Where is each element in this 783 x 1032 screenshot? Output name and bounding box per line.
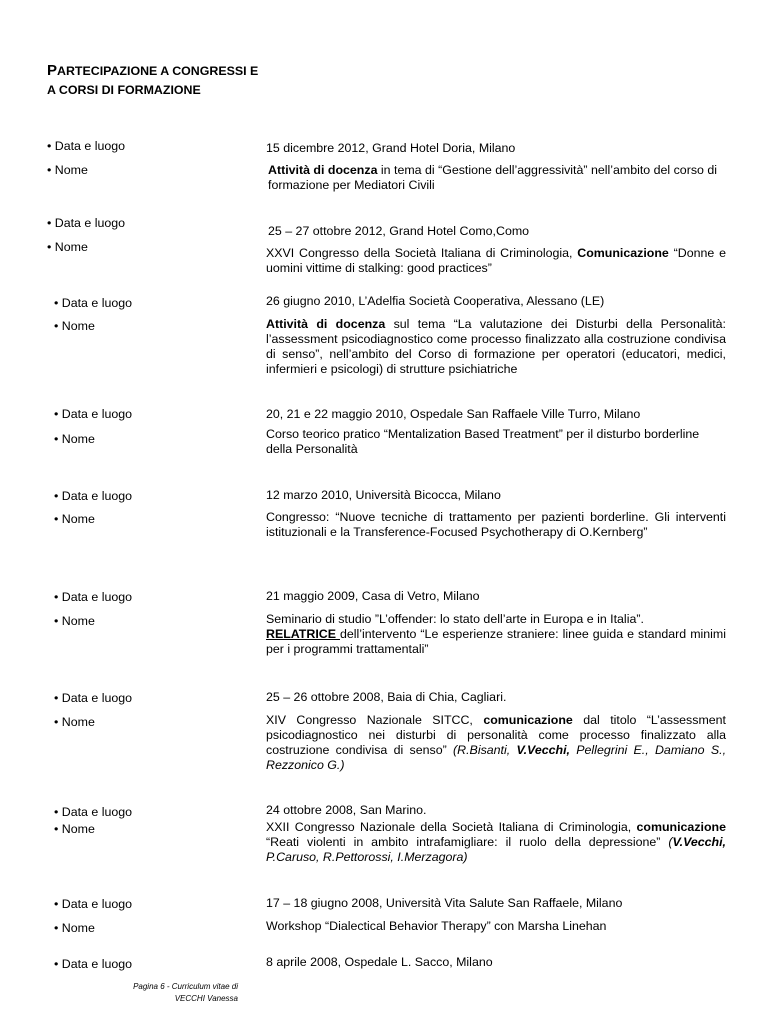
entry-7-authors-b: Pellegrini E., Damiano S., Rezzonico G.) bbox=[266, 743, 727, 772]
entry-3-name bbox=[266, 317, 726, 377]
entry-7-name-text-b: dal titolo “L’assessment psicodiagnostico nei disturbi di personalità come processo finalizzato alla costruzione condivisa di senso” bbox=[266, 713, 726, 757]
date-place-label: • Data e luogo bbox=[54, 691, 133, 705]
entry-6-name-text-b: dell’intervento “Le esperienze straniere: linee guida e standard minimi per i programmi trattamentali” bbox=[266, 627, 726, 656]
entry-7-authors-a: (R.Bisanti, bbox=[453, 743, 517, 757]
entry-8-date: 24 ottobre 2008, San Marino. bbox=[266, 803, 427, 817]
entry-8-name-text-b: “Reati violenti in ambito intrafamigliare: il ruolo della depressione” bbox=[266, 835, 669, 849]
entry-9-date: 17 – 18 giugno 2008, Università Vita Salute San Raffaele, Milano bbox=[266, 896, 623, 910]
name-label: • Nome bbox=[54, 715, 95, 729]
date-place-label: • Data e luogo bbox=[54, 957, 133, 971]
entry-6-date: 21 maggio 2009, Casa di Vetro, Milano bbox=[266, 589, 480, 603]
entry-8-authors-b: P.Caruso, R.Pettorossi, I.Merzagora) bbox=[266, 850, 468, 864]
entry-8-name bbox=[266, 820, 726, 865]
section-title bbox=[47, 61, 267, 100]
section-title-initial: P bbox=[47, 62, 58, 79]
name-label: • Nome bbox=[54, 319, 95, 333]
entry-6-name-text-a: Seminario di studio ”L’offender: lo stato dell’arte in Europa e in Italia”. bbox=[266, 612, 644, 626]
entry-1-date: 15 dicembre 2012, Grand Hotel Doria, Milano bbox=[266, 141, 516, 155]
footer-owner-name: VECCHI Vanessa bbox=[174, 994, 238, 1003]
entry-2-name-text-b: “Donne e uomini vittime di stalking: good practices” bbox=[266, 246, 726, 275]
entry-2-date: 25 – 27 ottobre 2012, Grand Hotel Como,Como bbox=[268, 224, 530, 238]
entry-9-name: Workshop “Dialectical Behavior Therapy” con Marsha Linehan bbox=[266, 919, 607, 933]
entry-8-authors-self: V.Vecchi, bbox=[672, 835, 726, 849]
date-place-label: • Data e luogo bbox=[54, 296, 133, 310]
date-place-label: • Data e luogo bbox=[54, 805, 133, 819]
name-label: • Nome bbox=[54, 512, 95, 526]
entry-5-date: 12 marzo 2010, Università Bicocca, Milano bbox=[266, 488, 501, 502]
entry-4-name: Corso teorico pratico “Mentalization Based Treatment” per il disturbo borderline della Personalità bbox=[266, 427, 700, 456]
date-place-label: • Data e luogo bbox=[54, 897, 133, 911]
entry-1-name-bold: Attività di docenza bbox=[268, 163, 378, 177]
entry-1-name-text: in tema di “Gestione dell’aggressività” nell’ambito del corso di formazione per Mediatori Civili bbox=[268, 163, 717, 192]
entry-7-name-bold: comunicazione bbox=[483, 713, 573, 727]
name-label: • Nome bbox=[47, 163, 88, 177]
entry-8-authors-a: ( bbox=[668, 835, 673, 849]
entry-2-name-bold: Comunicazione bbox=[577, 246, 669, 260]
entry-6-name-bold: RELATRICE bbox=[266, 627, 340, 641]
name-label: • Nome bbox=[47, 240, 88, 254]
entry-7-name-text-a: XIV Congresso Nazionale SITCC, bbox=[266, 713, 484, 727]
date-place-label: • Data e luogo bbox=[54, 590, 133, 604]
entry-6-name bbox=[266, 612, 726, 657]
name-label: • Nome bbox=[54, 614, 95, 628]
page-footer bbox=[110, 981, 238, 1005]
entry-7-authors-self: V.Vecchi, bbox=[516, 743, 570, 757]
entry-2-name-text-a: XXVI Congresso della Società Italiana di Criminologia, bbox=[266, 246, 578, 260]
date-place-label: • Data e luogo bbox=[47, 139, 126, 153]
date-place-label: • Data e luogo bbox=[54, 489, 133, 503]
section-title-text: ARTECIPAZIONE A CONGRESSI E A CORSI DI FORMAZIONE bbox=[47, 64, 259, 97]
name-label: • Nome bbox=[54, 921, 95, 935]
entry-8-name-text-a: XXII Congresso Nazionale della Società Italiana di Criminologia, bbox=[266, 820, 637, 834]
entry-2-name bbox=[266, 246, 726, 276]
entry-4-date: 20, 21 e 22 maggio 2010, Ospedale San Raffaele Ville Turro, Milano bbox=[266, 407, 641, 421]
name-label: • Nome bbox=[54, 432, 95, 446]
footer-page-label: Pagina 6 - Curriculum vitae di bbox=[133, 982, 238, 991]
entry-7-name bbox=[266, 713, 726, 773]
entry-3-name-text: sul tema “La valutazione dei Disturbi della Personalità: l’assessment psicodiagnostico come processo finalizzato alla costruzione condivisa di senso”, nell’ambito del Corso di formazione per operatori (educatori, medici, infermieri e psicologi) di strutture psichiatriche bbox=[266, 317, 727, 376]
date-place-label: • Data e luogo bbox=[54, 407, 133, 421]
name-label: • Nome bbox=[54, 822, 95, 836]
entry-1-name bbox=[268, 163, 738, 193]
entry-5-name: Congresso: “Nuove tecniche di trattamento per pazienti borderline. Gli interventi istituzionali e la Transference-Focused Psychotherapy di O.Kernberg” bbox=[266, 510, 726, 539]
entry-7-date: 25 – 26 ottobre 2008, Baia di Chia, Cagliari. bbox=[266, 690, 507, 704]
entry-10-date: 8 aprile 2008, Ospedale L. Sacco, Milano bbox=[266, 955, 493, 969]
entry-3-date: 26 giugno 2010, L’Adelfia Società Cooperativa, Alessano (LE) bbox=[266, 294, 605, 308]
date-place-label: • Data e luogo bbox=[47, 216, 126, 230]
entry-3-name-bold: Attività di docenza bbox=[266, 317, 386, 331]
entry-8-name-bold: comunicazione bbox=[636, 820, 726, 834]
